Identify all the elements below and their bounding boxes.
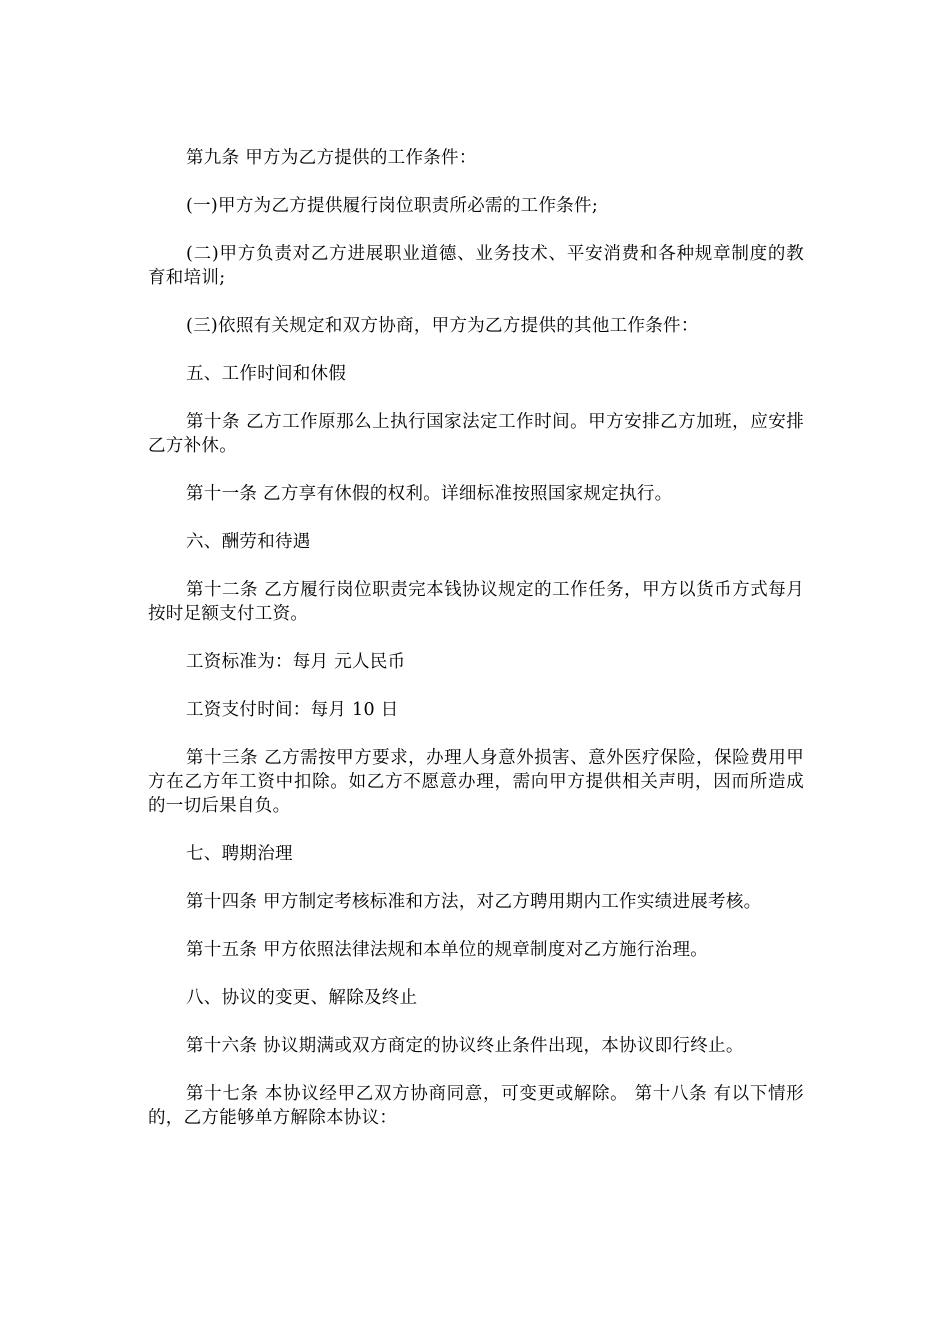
- clause-15: 第十五条 甲方依照法律法规和本单位的规章制度对乙方施行治理。: [186, 940, 709, 960]
- salary-standard: 工资标准为：每月 元人民币: [186, 652, 406, 672]
- clause-11: 第十一条 乙方享有休假的权利。详细标准按照国家规定执行。: [186, 484, 673, 504]
- section-6-heading: 六、酬劳和待遇: [186, 532, 311, 552]
- clause-9-item-3: (三)依照有关规定和双方协商，甲方为乙方提供的其他工作条件：: [186, 316, 699, 336]
- section-5-heading: 五、工作时间和休假: [186, 364, 347, 384]
- clause-9-item-1: (一)甲方为乙方提供履行岗位职责所必需的工作条件;: [186, 196, 599, 216]
- clause-12: 第十二条 乙方履行岗位职责完本钱协议规定的工作任务，甲方以货币方式每月按时足额支付工资。: [148, 580, 804, 624]
- clause-14: 第十四条 甲方制定考核标准和方法，对乙方聘用期内工作实绩进展考核。: [186, 892, 762, 912]
- clause-10: 第十条 乙方工作原那么上执行国家法定工作时间。甲方安排乙方加班，应安排乙方补休。: [148, 412, 804, 456]
- clause-16: 第十六条 协议期满或双方商定的协议终止条件出现，本协议即行终止。: [186, 1036, 744, 1056]
- clause-17-18: 第十七条 本协议经甲乙双方协商同意，可变更或解除。 第十八条 有以下情形的，乙方能够单方解除本协议：: [148, 1084, 804, 1128]
- clause-9-item-2: (二)甲方负责对乙方进展职业道德、业务技术、平安消费和各种规章制度的教育和培训;: [148, 244, 804, 288]
- clause-13: 第十三条 乙方需按甲方要求，办理人身意外损害、意外医疗保险，保险费用甲方在乙方年工资中扣除。如乙方不愿意办理，需向甲方提供相关声明，因而所造成的一切后果自负。: [148, 748, 804, 816]
- document-body: [148, 146, 804, 1154]
- salary-payment-date: 工资支付时间：每月 10 日: [186, 700, 399, 720]
- section-8-heading: 八、协议的变更、解除及终止: [186, 988, 418, 1008]
- clause-9-heading: 第九条 甲方为乙方提供的工作条件：: [186, 148, 477, 168]
- section-7-heading: 七、聘期治理: [186, 844, 293, 864]
